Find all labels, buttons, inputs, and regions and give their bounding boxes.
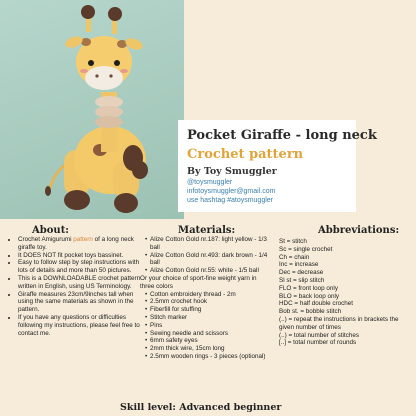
materials-item: • 2.5mm crochet hook: [140, 298, 270, 306]
abbreviation-item: Inc = increase: [279, 261, 319, 269]
materials-item: • Cotton embroidery thread - 2m: [140, 291, 270, 299]
abbreviation-item: Bob st. = bobble stitch: [279, 308, 342, 316]
materials-item: • 2.5mm wooden rings - 3 pieces (optional): [140, 353, 270, 361]
materials-item: • Alize Cotton Gold nr.493: dark brown - 1/4 ball: [140, 252, 270, 268]
about-item: • If you have any questions or difficulties following my instructions, please feel free to contact me.: [18, 314, 144, 337]
about-heading: About:: [32, 225, 70, 236]
about-item: • Crochet Amigurumi pattern of a long neck giraffe toy.: [18, 236, 144, 252]
materials-item: • Alize Cotton Gold nr.187: light yellow - 1/3 ball: [140, 236, 270, 252]
abbreviation-item: St = stitch: [279, 238, 307, 245]
skill-level: Skill level: Advanced beginner: [120, 402, 282, 413]
contact-email[interactable]: infotoysmuggler@gmail.com: [187, 188, 276, 195]
abbreviation-item: Sc = single crochet: [279, 245, 333, 253]
contact-handle[interactable]: @toysmuggler: [187, 179, 233, 186]
contact-hashtag: use hashtag #atoysmuggler: [187, 197, 273, 204]
abbreviations-list: [279, 238, 413, 347]
about-item: • It DOES NOT fit pocket toys bassinet.: [18, 252, 144, 260]
abbreviation-item: (..) = total number of stitches: [279, 331, 359, 339]
abbreviation-item: (..) = repeat the instructions in brackets the given number of times: [279, 315, 399, 331]
pattern-title: Pocket Giraffe - long neck: [187, 128, 377, 143]
abbreviation-item: Dec = decrease: [279, 269, 324, 277]
abbreviation-item: Ch = chain: [279, 253, 310, 261]
materials-item: • 2mm thick wire, 15cm long: [140, 345, 270, 353]
about-item: • Easy to follow step by step instructions with lots of details and more than 50 pictures.: [18, 259, 144, 275]
product-photo: [0, 0, 184, 219]
materials-item: • Stitch marker: [140, 314, 270, 322]
abbreviation-item: HDC = half double crochet: [279, 300, 354, 308]
materials-item: • Alize Cotton Gold nr.55: white - 1/5 ball: [140, 267, 270, 275]
giraffe-toy-illustration: [0, 0, 184, 219]
abbreviations-heading: Abbreviations:: [318, 225, 400, 236]
abbreviation-item: [..] = total number of rounds: [279, 339, 357, 347]
abbreviation-item: BLO = back loop only: [279, 292, 340, 300]
abbreviation-item: Sl st = slip stitch: [279, 276, 325, 284]
pattern-link[interactable]: pattern: [73, 236, 93, 243]
materials-item: • Sewing needle and scissors: [140, 330, 270, 338]
materials-heading: Materials:: [178, 225, 236, 236]
materials-item: • Pins: [140, 322, 270, 330]
materials-note: Or your choice of sport-fine weight yarn in three colors: [140, 274, 257, 290]
materials-list: [140, 236, 270, 361]
author-name: By Toy Smuggler: [187, 166, 277, 177]
contact-info: [187, 178, 275, 205]
about-item: • Giraffe measures 23cm/9inches tall when using the same materials as shown in the pattern.: [18, 291, 144, 314]
abbreviation-item: FLO = front loop only: [279, 284, 338, 292]
materials-item: • 6mm safety eyes: [140, 337, 270, 345]
materials-item: • Fiberfill for stuffing: [140, 306, 270, 314]
about-list: [6, 236, 144, 337]
pattern-subtitle: Crochet pattern: [187, 147, 304, 162]
about-item: • This is a DOWNLOADABLE crochet pattern written in English, using US Terminology.: [18, 275, 144, 291]
